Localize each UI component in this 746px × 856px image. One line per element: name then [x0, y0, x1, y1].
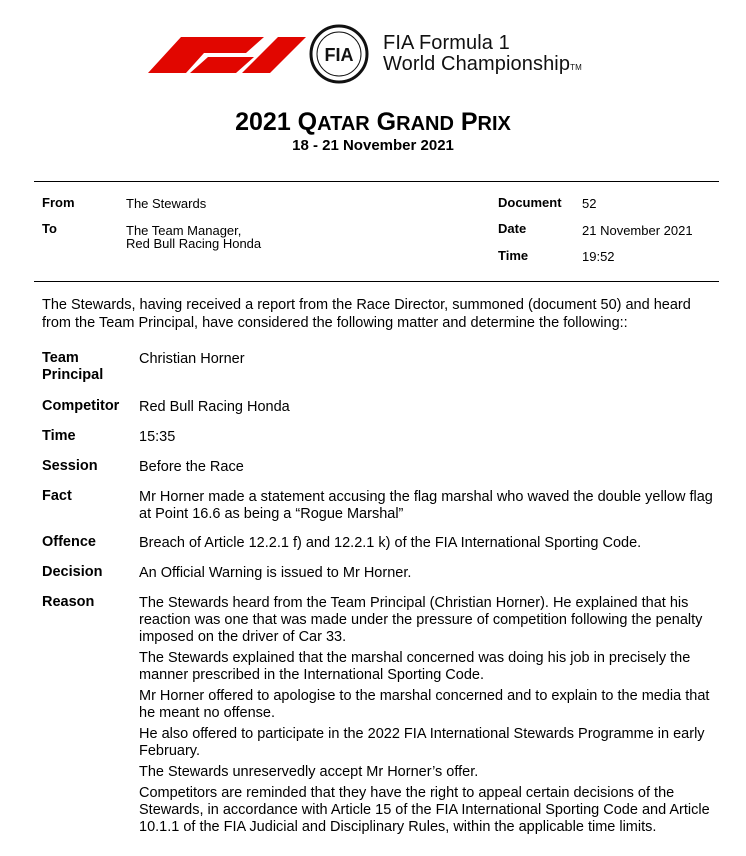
from-value: The Stewards: [126, 196, 207, 211]
team-principal-label-line1: Team: [42, 350, 79, 366]
time-label: Time: [498, 248, 529, 263]
document-value: 52: [582, 196, 597, 211]
date-value: 21 November 2021: [582, 223, 693, 238]
svg-text:FIA: FIA: [324, 45, 354, 65]
championship-name: [383, 33, 582, 78]
reason-label: Reason: [42, 594, 95, 610]
team-principal-value: Christian Horner: [139, 351, 245, 367]
from-label: From: [42, 195, 75, 210]
document-label: Document: [498, 195, 562, 210]
reason-paragraph: The Stewards heard from the Team Principal (Christian Horner). He explained that his reaction was one that was made under the pressure of competition following the penalty imposed on the driver of Car 33.: [139, 595, 703, 645]
reason-paragraph: He also offered to participate in the 2022 FIA International Stewards Programme in early February.: [139, 726, 705, 759]
divider-bottom: [34, 281, 719, 282]
decision-value: An Official Warning is issued to Mr Horner.: [139, 565, 412, 581]
competitor-label: Competitor: [42, 398, 120, 414]
championship-line1: FIA Formula 1: [383, 32, 510, 54]
event-title: 2021 QATAR GRAND PRIX: [235, 108, 511, 136]
reason-paragraph: Mr Horner offered to apologise to the marshal concerned and to explain to the media that he meant no offense.: [139, 688, 710, 721]
session-value: Before the Race: [139, 459, 244, 475]
championship-line2: World Championship: [383, 53, 571, 75]
time-detail-value: 15:35: [139, 429, 176, 445]
to-value-line1: The Team Manager,: [126, 223, 242, 238]
fact-value: Mr Horner made a statement accusing the flag marshal who waved the double yellow flag at Point 16.6 as being a “Rogue Marshal”: [139, 489, 713, 522]
date-label: Date: [498, 221, 527, 236]
reason-paragraph: The Stewards explained that the marshal concerned was doing his job in precisely the manner prescribed in the International Sporting Code.: [139, 650, 691, 683]
team-principal-label-line2: Principal: [42, 367, 104, 383]
reason-paragraph: The Stewards unreservedly accept Mr Horner’s offer.: [139, 764, 479, 780]
intro-paragraph: The Stewards, having received a report from the Race Director, summoned (document 50) and heard from the Team Principal, have considered the following matter and determine the following::: [42, 297, 691, 331]
divider-top: [34, 181, 719, 182]
team-principal-label: [42, 350, 132, 384]
reason-body: [139, 595, 719, 840]
to-label: To: [42, 221, 57, 236]
time-value: 19:52: [582, 249, 615, 264]
to-value-line2: Red Bull Racing Honda: [126, 236, 262, 251]
decision-label: Decision: [42, 564, 103, 580]
event-dates: 18 - 21 November 2021: [292, 137, 454, 154]
offence-label: Offence: [42, 534, 96, 550]
offence-value: Breach of Article 12.2.1 f) and 12.2.1 k) of the FIA International Sporting Code.: [139, 535, 642, 551]
fia-logo-icon: [308, 23, 370, 85]
trademark: TM: [570, 63, 582, 72]
reason-paragraph: Competitors are reminded that they have the right to appeal certain decisions of the Stewards, in accordance with Article 15 of the FIA International Sporting Code and Article 10.1.1 of the FIA Judicial and Disciplinary Rules, within the applicable time limits.: [139, 785, 710, 835]
fact-label: Fact: [42, 488, 72, 504]
competitor-value: Red Bull Racing Honda: [139, 399, 290, 415]
time-detail-label: Time: [42, 428, 76, 444]
session-label: Session: [42, 458, 98, 474]
